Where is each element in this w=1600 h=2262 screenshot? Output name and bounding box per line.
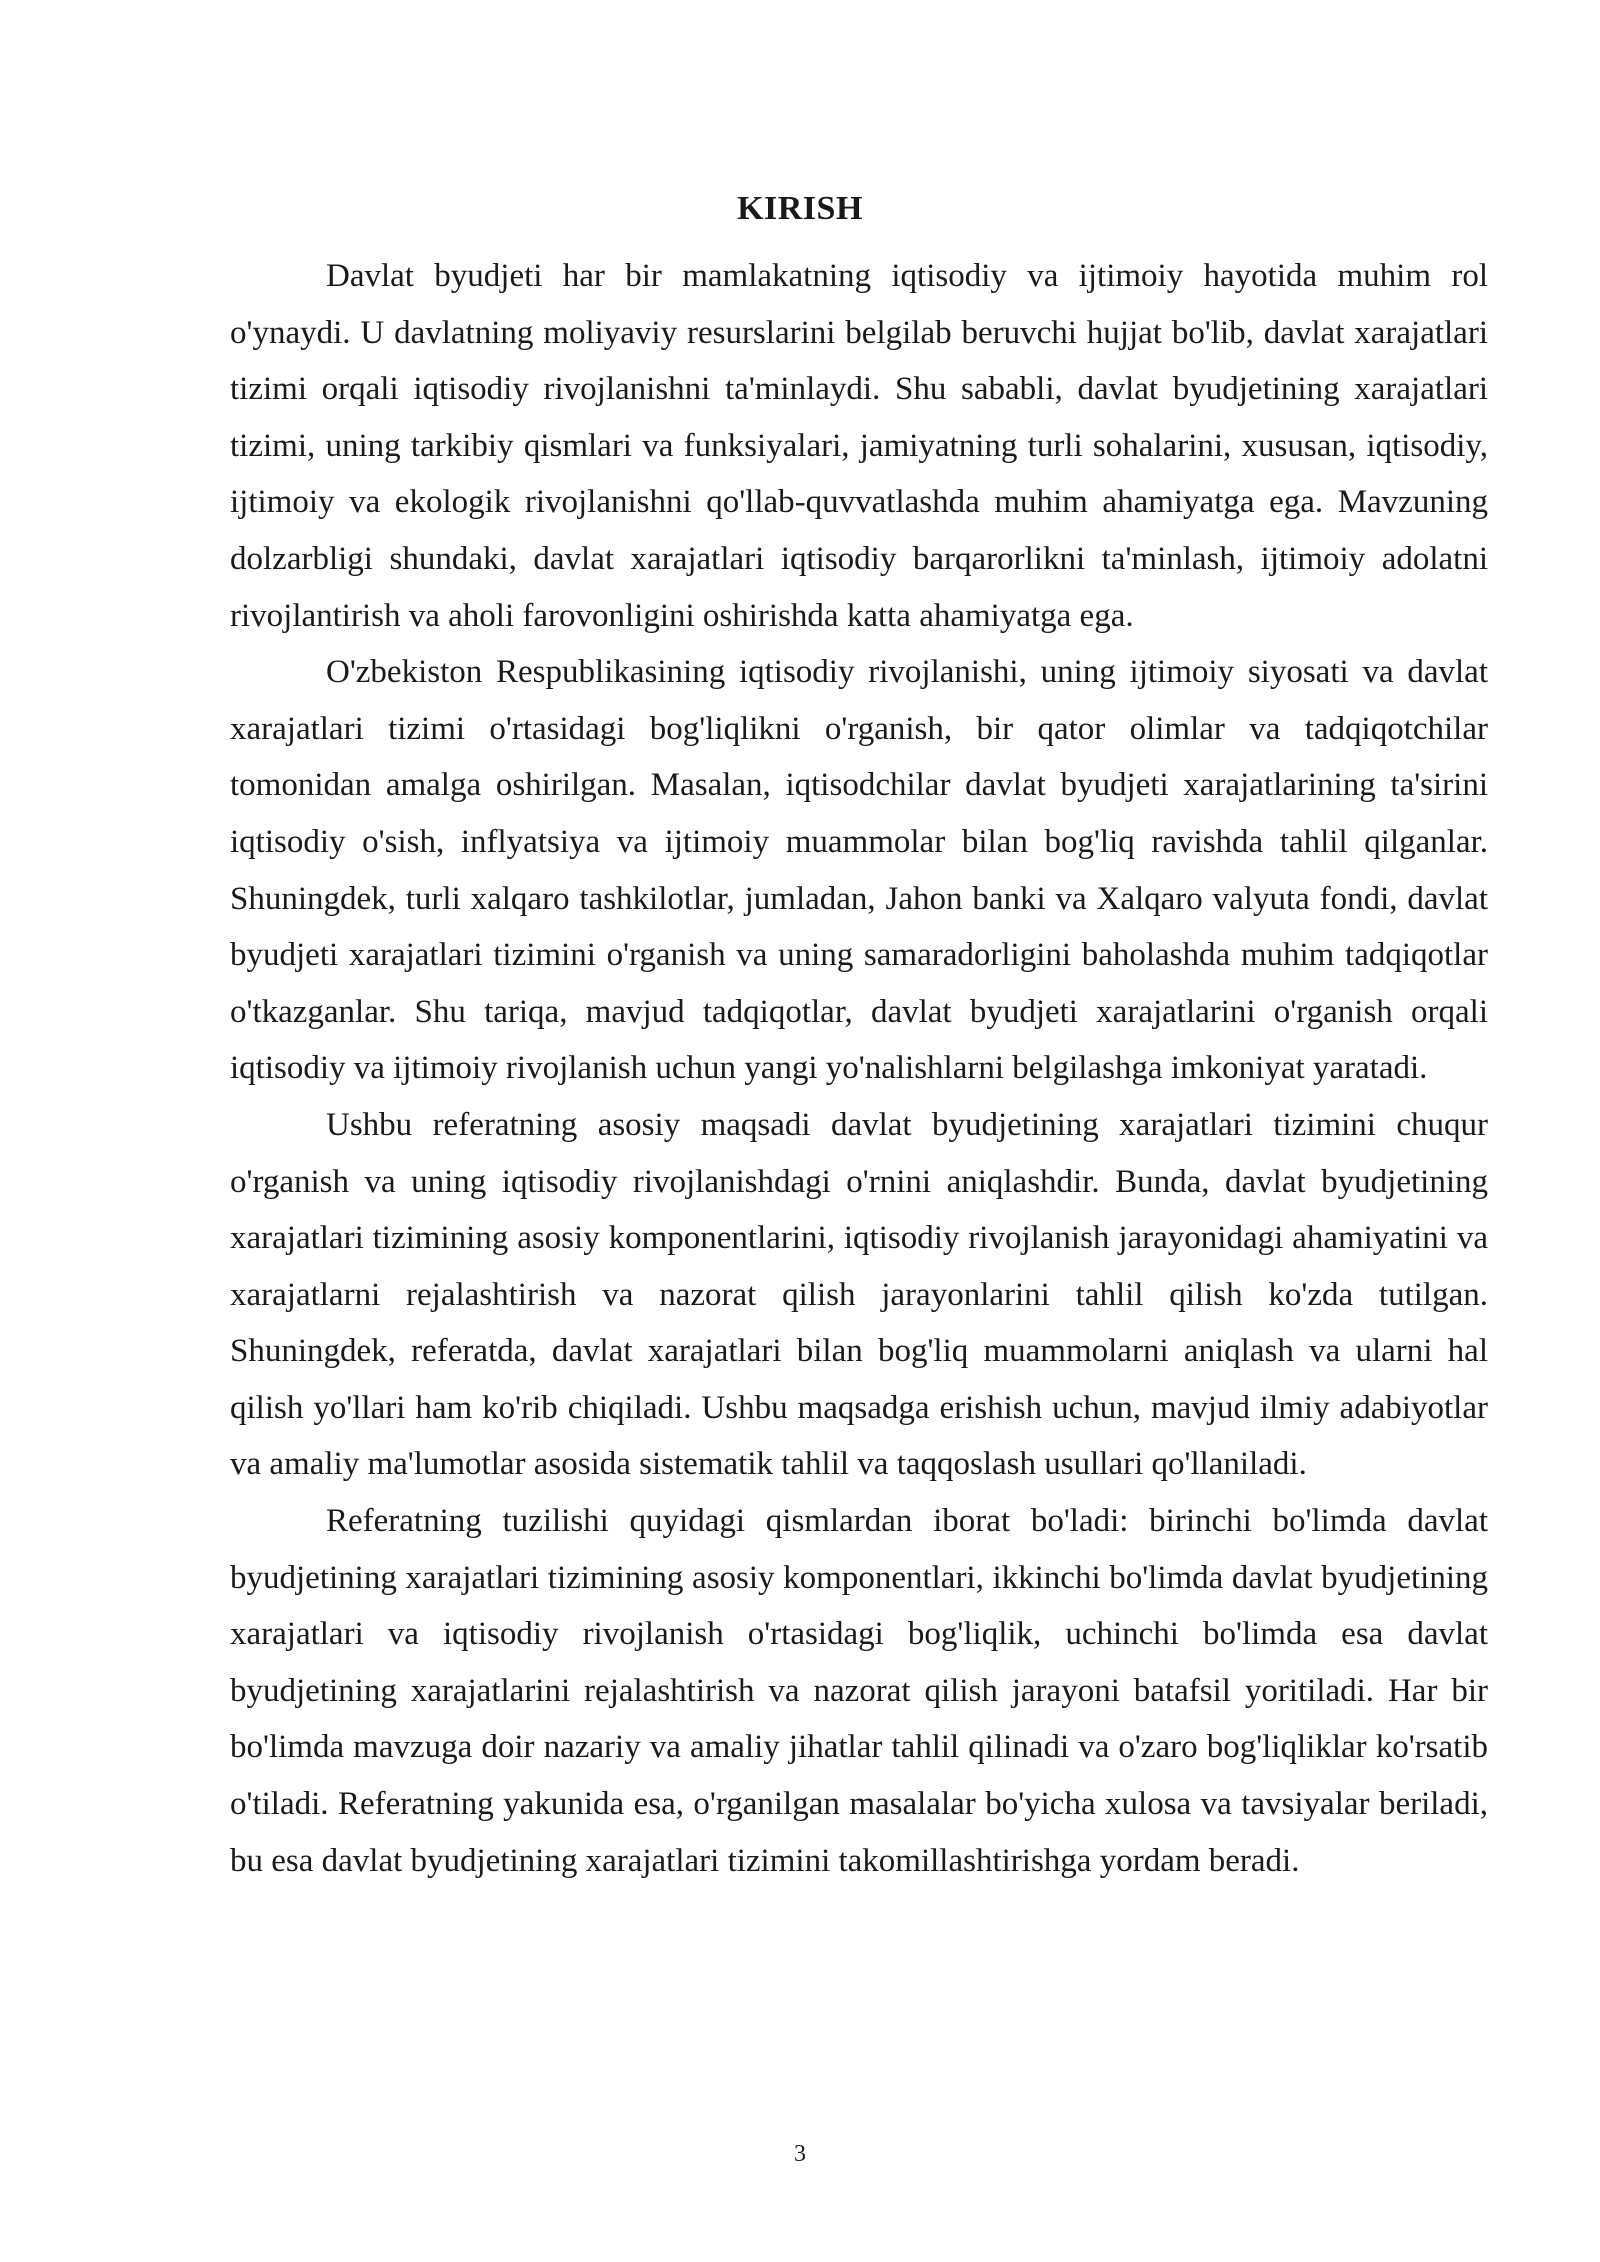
document-body	[230, 248, 1488, 1889]
paragraph-1: Davlat byudjeti har bir mamlakatning iqtisodiy va ijtimoiy hayotida muhim rol o'ynaydi. U davlatning moliyaviy resurslarini belgilab beruvchi hujjat bo'lib, davlat xarajatlari tizimi orqali iqtisodiy rivojlanishni ta'minlaydi. Shu sababli, davlat byudjetining xarajatlari tizimi, uning tarkibiy qismlari va funksiyalari, jamiyatning turli sohalarini, xususan, iqtisodiy, ijtimoiy va ekologik rivojlanishni qo'llab-quvvatlashda muhim ahamiyatga ega. Mavzuning dolzarbligi shundaki, davlat xarajatlari iqtisodiy barqarorlikni ta'minlash, ijtimoiy adolatni rivojlantirish va aholi farovonligini oshirishda katta ahamiyatga ega.	[230, 258, 1488, 634]
page-number: 3	[794, 2141, 806, 2167]
page-title: KIRISH	[737, 189, 863, 227]
paragraph-2: O'zbekiston Respublikasining iqtisodiy rivojlanishi, uning ijtimoiy siyosati va davlat xarajatlari tizimi o'rtasidagi bog'liqlikni o'rganish, bir qator olimlar va tadqiqotchilar tomonidan amalga oshirilgan. Masalan, iqtisodchilar davlat byudjeti xarajatlarining ta'sirini iqtisodiy o'sish, inflyatsiya va ijtimoiy muammolar bilan bog'liq ravishda tahlil qilganlar. Shuningdek, turli xalqaro tashkilotlar, jumladan, Jahon banki va Xalqaro valyuta fondi, davlat byudjeti xarajatlari tizimini o'rganish va uning samaradorligini baholashda muhim tadqiqotlar o'tkazganlar. Shu tariqa, mavjud tadqiqotlar, davlat byudjeti xarajatlarini o'rganish orqali iqtisodiy va ijtimoiy rivojlanish uchun yangi yo'nalishlarni belgilashga imkoniyat yaratadi.	[230, 654, 1488, 1087]
paragraph-3: Ushbu referatning asosiy maqsadi davlat byudjetining xarajatlari tizimini chuqur o'rganish va uning iqtisodiy rivojlanishdagi o'rnini aniqlashdir. Bunda, davlat byudjetining xarajatlari tizimining asosiy komponentlarini, iqtisodiy rivojlanish jarayonidagi ahamiyatini va xarajatlarni rejalashtirish va nazorat qilish jarayonlarini tahlil qilish ko'zda tutilgan. Shuningdek, referatda, davlat xarajatlari bilan bog'liq muammolarni aniqlash va ularni hal qilish yo'llari ham ko'rib chiqiladi. Ushbu maqsadga erishish uchun, mavjud ilmiy adabiyotlar va amaliy ma'lumotlar asosida sistematik tahlil va taqqoslash usullari qo'llaniladi.	[230, 1106, 1488, 1483]
paragraph-4: Referatning tuzilishi quyidagi qismlardan iborat bo'ladi: birinchi bo'limda davlat byudjetining xarajatlari tizimining asosiy komponentlari, ikkinchi bo'limda davlat byudjetining xarajatlari va iqtisodiy rivojlanish o'rtasidagi bog'liqlik, uchinchi bo'limda esa davlat byudjetining xarajatlarini rejalashtirish va nazorat qilish jarayoni batafsil yoritiladi. Har bir bo'limda mavzuga doir nazariy va amaliy jihatlar tahlil qilinadi va o'zaro bog'liqliklar ko'rsatib o'tiladi. Referatning yakunida esa, o'rganilgan masalalar bo'yicha xulosa va tavsiyalar beriladi, bu esa davlat byudjetining xarajatlari tizimini takomillashtirishga yordam beradi.	[230, 1503, 1488, 1879]
